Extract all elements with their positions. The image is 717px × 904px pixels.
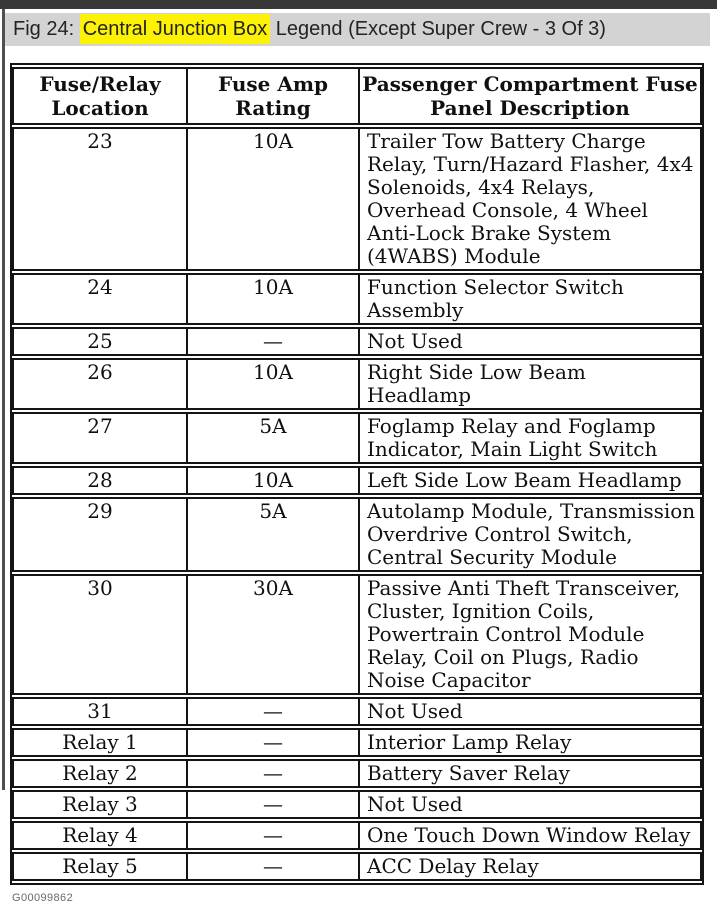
fuse-location-cell: 25: [14, 329, 188, 354]
table-row: [12, 497, 702, 572]
table-row: [12, 852, 702, 881]
fuse-amp-rating-cell: —: [188, 823, 360, 848]
fuse-amp-rating-cell: 10A: [188, 275, 360, 323]
window-top-strip: [0, 0, 717, 9]
fuse-location-cell: Relay 3: [14, 792, 188, 817]
header-line: Fuse Amp: [218, 72, 328, 96]
fuse-location-cell: 29: [14, 499, 188, 570]
header-fuse-amp-rating: [188, 69, 360, 123]
figure-caption-bar: [5, 13, 710, 46]
fuse-description-cell: One Touch Down Window Relay: [367, 823, 691, 847]
table-row: [12, 412, 702, 464]
header-line: Fuse/Relay: [39, 72, 161, 96]
fuse-amp-rating-cell: —: [188, 699, 360, 724]
header-line: Location: [51, 96, 149, 120]
fuse-description-cell: Battery Saver Relay: [367, 761, 570, 785]
fuse-description-cell: Not Used: [367, 699, 463, 723]
fuse-location-cell: 23: [14, 129, 188, 269]
fuse-amp-rating-cell: 10A: [188, 468, 360, 493]
fuse-amp-rating-cell: —: [188, 730, 360, 755]
fuse-description-cell: Function Selector Switch Assembly: [367, 275, 624, 322]
figure-caption-prefix: Fig 24:: [13, 18, 80, 40]
table-row: [12, 127, 702, 271]
fuse-amp-rating-cell: 10A: [188, 360, 360, 408]
fuse-amp-rating-cell: 10A: [188, 129, 360, 269]
table-row: [12, 574, 702, 695]
fuse-table: [10, 63, 704, 885]
table-row: [12, 821, 702, 850]
fuse-description-cell: Passive Anti Theft Transceiver, Cluster, Ignition Coils, Powertrain Control Module Relay, Coil on Plugs, Radio Noise Capacitor: [367, 576, 681, 692]
table-row: [12, 728, 702, 757]
fuse-amp-rating-cell: 5A: [188, 499, 360, 570]
header-panel-description: [360, 69, 700, 123]
figure-caption-highlight: Central Junction Box: [80, 14, 271, 44]
figure-id-footnote: G00099862: [12, 892, 74, 904]
fuse-description-cell: Right Side Low Beam Headlamp: [367, 360, 586, 407]
table-row: [12, 273, 702, 325]
fuse-amp-rating-cell: 30A: [188, 576, 360, 693]
fuse-description-cell: ACC Delay Relay: [367, 854, 539, 878]
fuse-location-cell: 27: [14, 414, 188, 462]
header-fuse-relay-location: [14, 69, 188, 123]
fuse-description-cell: Foglamp Relay and Foglamp Indicator, Main Light Switch: [367, 414, 658, 461]
fuse-location-cell: 26: [14, 360, 188, 408]
fuse-description-cell: Not Used: [367, 329, 463, 353]
fuse-amp-rating-cell: —: [188, 329, 360, 354]
table-row: [12, 790, 702, 819]
fuse-amp-rating-cell: 5A: [188, 414, 360, 462]
table-row: [12, 327, 702, 356]
header-line: Passenger Compartment Fuse: [362, 72, 698, 96]
fuse-description-cell: Interior Lamp Relay: [367, 730, 572, 754]
table-row: [12, 358, 702, 410]
table-header-row: [12, 67, 702, 125]
fuse-description-cell: Left Side Low Beam Headlamp: [367, 468, 682, 492]
figure-caption-suffix: Legend (Except Super Crew - 3 Of 3): [270, 18, 606, 40]
fuse-location-cell: 24: [14, 275, 188, 323]
fuse-location-cell: 30: [14, 576, 188, 693]
fuse-amp-rating-cell: —: [188, 854, 360, 879]
fuse-location-cell: Relay 5: [14, 854, 188, 879]
table-row: [12, 466, 702, 495]
fuse-location-cell: 31: [14, 699, 188, 724]
fuse-description-cell: Trailer Tow Battery Charge Relay, Turn/Hazard Flasher, 4x4 Solenoids, 4x4 Relays, Overhead Console, 4 Wheel Anti-Lock Brake System (4WABS) Module: [367, 129, 694, 268]
fuse-location-cell: Relay 1: [14, 730, 188, 755]
table-row: [12, 697, 702, 726]
fuse-amp-rating-cell: —: [188, 792, 360, 817]
header-line: Panel Description: [430, 96, 630, 120]
fuse-location-cell: Relay 4: [14, 823, 188, 848]
fuse-description-cell: Autolamp Module, Transmission Overdrive Control Switch, Central Security Module: [367, 499, 696, 569]
page-left-border: [2, 9, 5, 790]
fuse-description-cell: Not Used: [367, 792, 463, 816]
fuse-location-cell: 28: [14, 468, 188, 493]
header-line: Rating: [235, 96, 311, 120]
table-row: [12, 759, 702, 788]
fuse-location-cell: Relay 2: [14, 761, 188, 786]
fuse-amp-rating-cell: —: [188, 761, 360, 786]
